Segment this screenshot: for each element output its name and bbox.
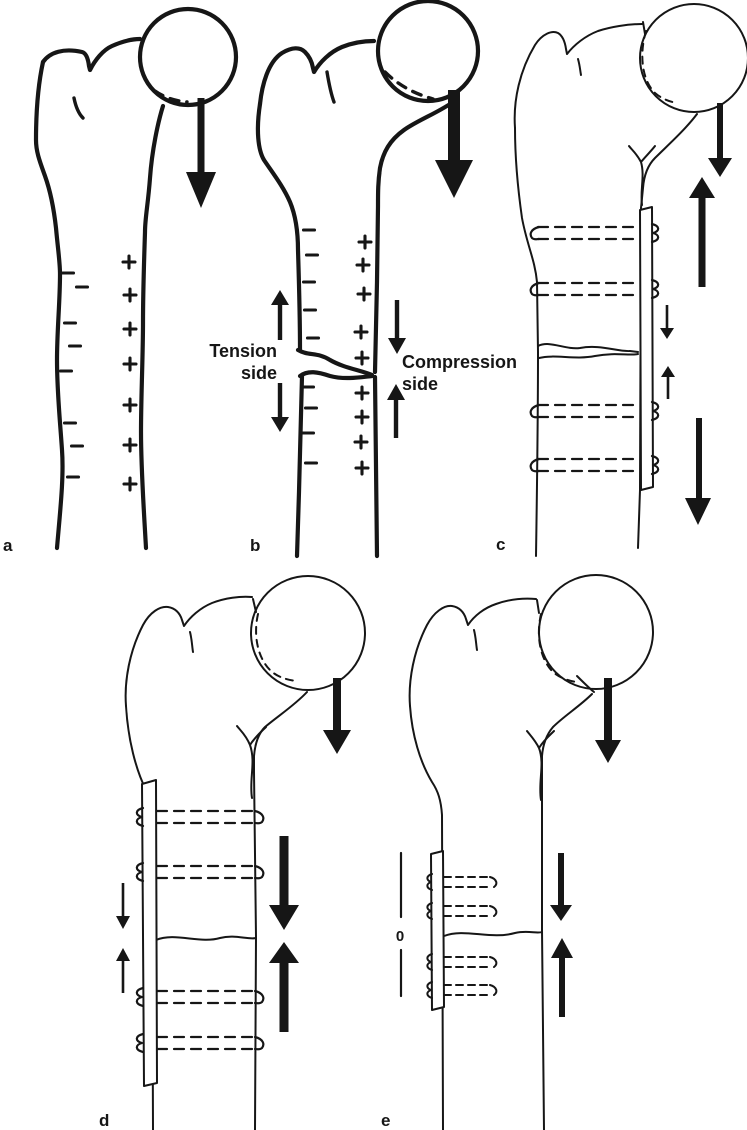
fracture-up-arrow [661,366,675,399]
screw-shaft-lines [157,811,256,1049]
femoral-head-outline [251,576,365,690]
compression-down-arrow [388,300,406,354]
trochanter-check-mark [190,632,193,652]
load-arrow [186,98,216,208]
compression-side-label-line1: Compression [402,352,518,372]
panel-d [99,576,365,1130]
head-junction-tick [537,600,539,613]
femoral-head-outline [640,4,747,112]
vessel-squiggle [237,726,266,798]
femoral-head-outline [539,575,653,689]
panel-c [496,4,747,556]
load-arrow [595,678,621,763]
trochanter-check-mark [578,59,581,75]
plate [640,207,653,490]
right-cortex-distal [375,377,377,556]
trochanter-check-mark [327,72,334,102]
zero-marker-label: 0 [395,928,405,945]
tension-up-arrow [271,290,289,340]
neck-lower-outline [641,114,697,208]
panel-c-label: c [496,535,506,554]
proximal-up-arrow [689,177,715,287]
plate [431,851,444,1010]
shaft-right-cortex [141,106,163,548]
epiphyseal-line-dashes [539,614,577,682]
compression-down-arrow [269,836,299,930]
panel-a [3,9,236,555]
panel-b-label: b [250,536,261,555]
neck-and-right-cortex [375,100,456,372]
plus-signs-column [123,256,136,490]
panel-a-label: a [3,536,13,555]
epiphyseal-line-dashes [642,31,678,103]
epiphyseal-line-solid-end [577,676,594,692]
shaft-left-cortex [515,128,538,556]
load-arrow [708,103,732,177]
tension-down-arrow [271,383,289,432]
load-arrow [435,90,473,198]
vessel-squiggle [527,731,554,800]
distal-down-arrow [685,418,711,525]
greater-trochanter-outline [43,39,140,70]
load-arrow [323,678,351,754]
screw-shaft-lines [538,227,640,471]
greater-trochanter-outline [410,599,536,706]
minus-signs-column [303,230,319,463]
fracture-up-arrow [116,948,130,993]
fracture-line-upper [538,344,638,352]
vessel-squiggle [629,146,655,205]
femoral-head-outline [378,1,478,101]
shaft-left-cortex [36,62,63,548]
plate [142,780,157,1086]
plus-signs-column [355,236,371,474]
fracture-down-arrow [116,883,130,929]
panel-e [381,575,653,1130]
head-junction-tick [253,599,256,612]
compression-side-label-line2: side [402,374,439,394]
tension-side-label-line2: side [240,363,277,383]
shaft-left-cortex-distal [297,376,302,556]
screw-shaft-lines [444,877,490,995]
compression-up-arrow [269,942,299,1032]
fracture-line [156,937,256,940]
fracture-up-arrow [551,938,573,1017]
fracture-down-arrow [660,305,674,339]
minus-signs-column [61,273,88,477]
panel-d-label: d [99,1111,110,1130]
trochanter-check-mark [474,630,477,650]
greater-trochanter-outline [126,597,252,706]
panel-b [209,1,517,556]
fracture-down-arrow [550,853,572,921]
trochanter-check-mark [74,98,83,118]
epiphyseal-line-dashes [256,614,297,681]
fracture-line-lower [539,354,638,358]
panel-e-label: e [381,1111,391,1130]
greater-trochanter-outline [260,41,374,104]
tension-side-label-line1: Tension [209,341,277,361]
greater-trochanter-outline [515,24,642,128]
fracture-line [444,932,542,936]
